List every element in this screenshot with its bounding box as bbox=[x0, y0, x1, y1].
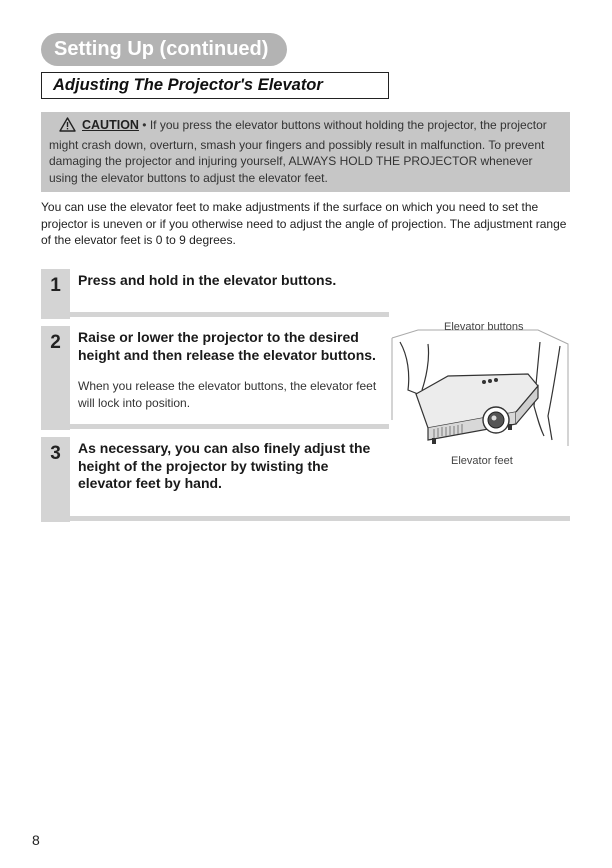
warning-triangle-icon bbox=[59, 117, 76, 137]
step-1 bbox=[41, 269, 389, 319]
page-subtitle: Adjusting The Projector's Elevator bbox=[41, 72, 389, 99]
caution-text: • If you press the elevator buttons without holding the projector, the projector might crash down, overturn, smash your fingers and possibly result in malfunction. To prevent damaging the projector and injuring yourself, ALWAYS HOLD THE PROJECTOR whenever using the elevator buttons to adjust the elevator feet. bbox=[49, 118, 547, 185]
step-number: 1 bbox=[50, 275, 61, 296]
projector-illustration bbox=[388, 316, 572, 476]
step-number: 2 bbox=[50, 332, 61, 353]
step-body: When you release the elevator buttons, the elevator feet will lock into position. bbox=[78, 379, 377, 410]
step-heading: Raise or lower the projector to the desired height and then release the elevator buttons. bbox=[78, 329, 376, 363]
step-heading: As necessary, you can also finely adjust the height of the projector by twisting the elevator feet by hand. bbox=[78, 440, 371, 492]
caution-box bbox=[41, 112, 570, 192]
caution-label: CAUTION bbox=[82, 118, 139, 132]
page-number: 8 bbox=[32, 832, 40, 848]
step-heading: Press and hold in the elevator buttons. bbox=[78, 272, 337, 288]
projector-drawing bbox=[388, 316, 572, 476]
section-title: Setting Up (continued) bbox=[41, 33, 287, 66]
intro-paragraph: You can use the elevator feet to make adjustments if the surface on which you need to set the projector is uneven or if you otherwise need to adjust the angle of projection. The adjustment range of the elevator feet is 0 to 9 degrees. bbox=[41, 200, 567, 248]
step-number: 3 bbox=[50, 443, 61, 464]
elevator-buttons-label: Elevator buttons bbox=[444, 321, 524, 333]
elevator-feet-label: Elevator feet bbox=[451, 455, 513, 467]
step-2 bbox=[41, 326, 389, 430]
